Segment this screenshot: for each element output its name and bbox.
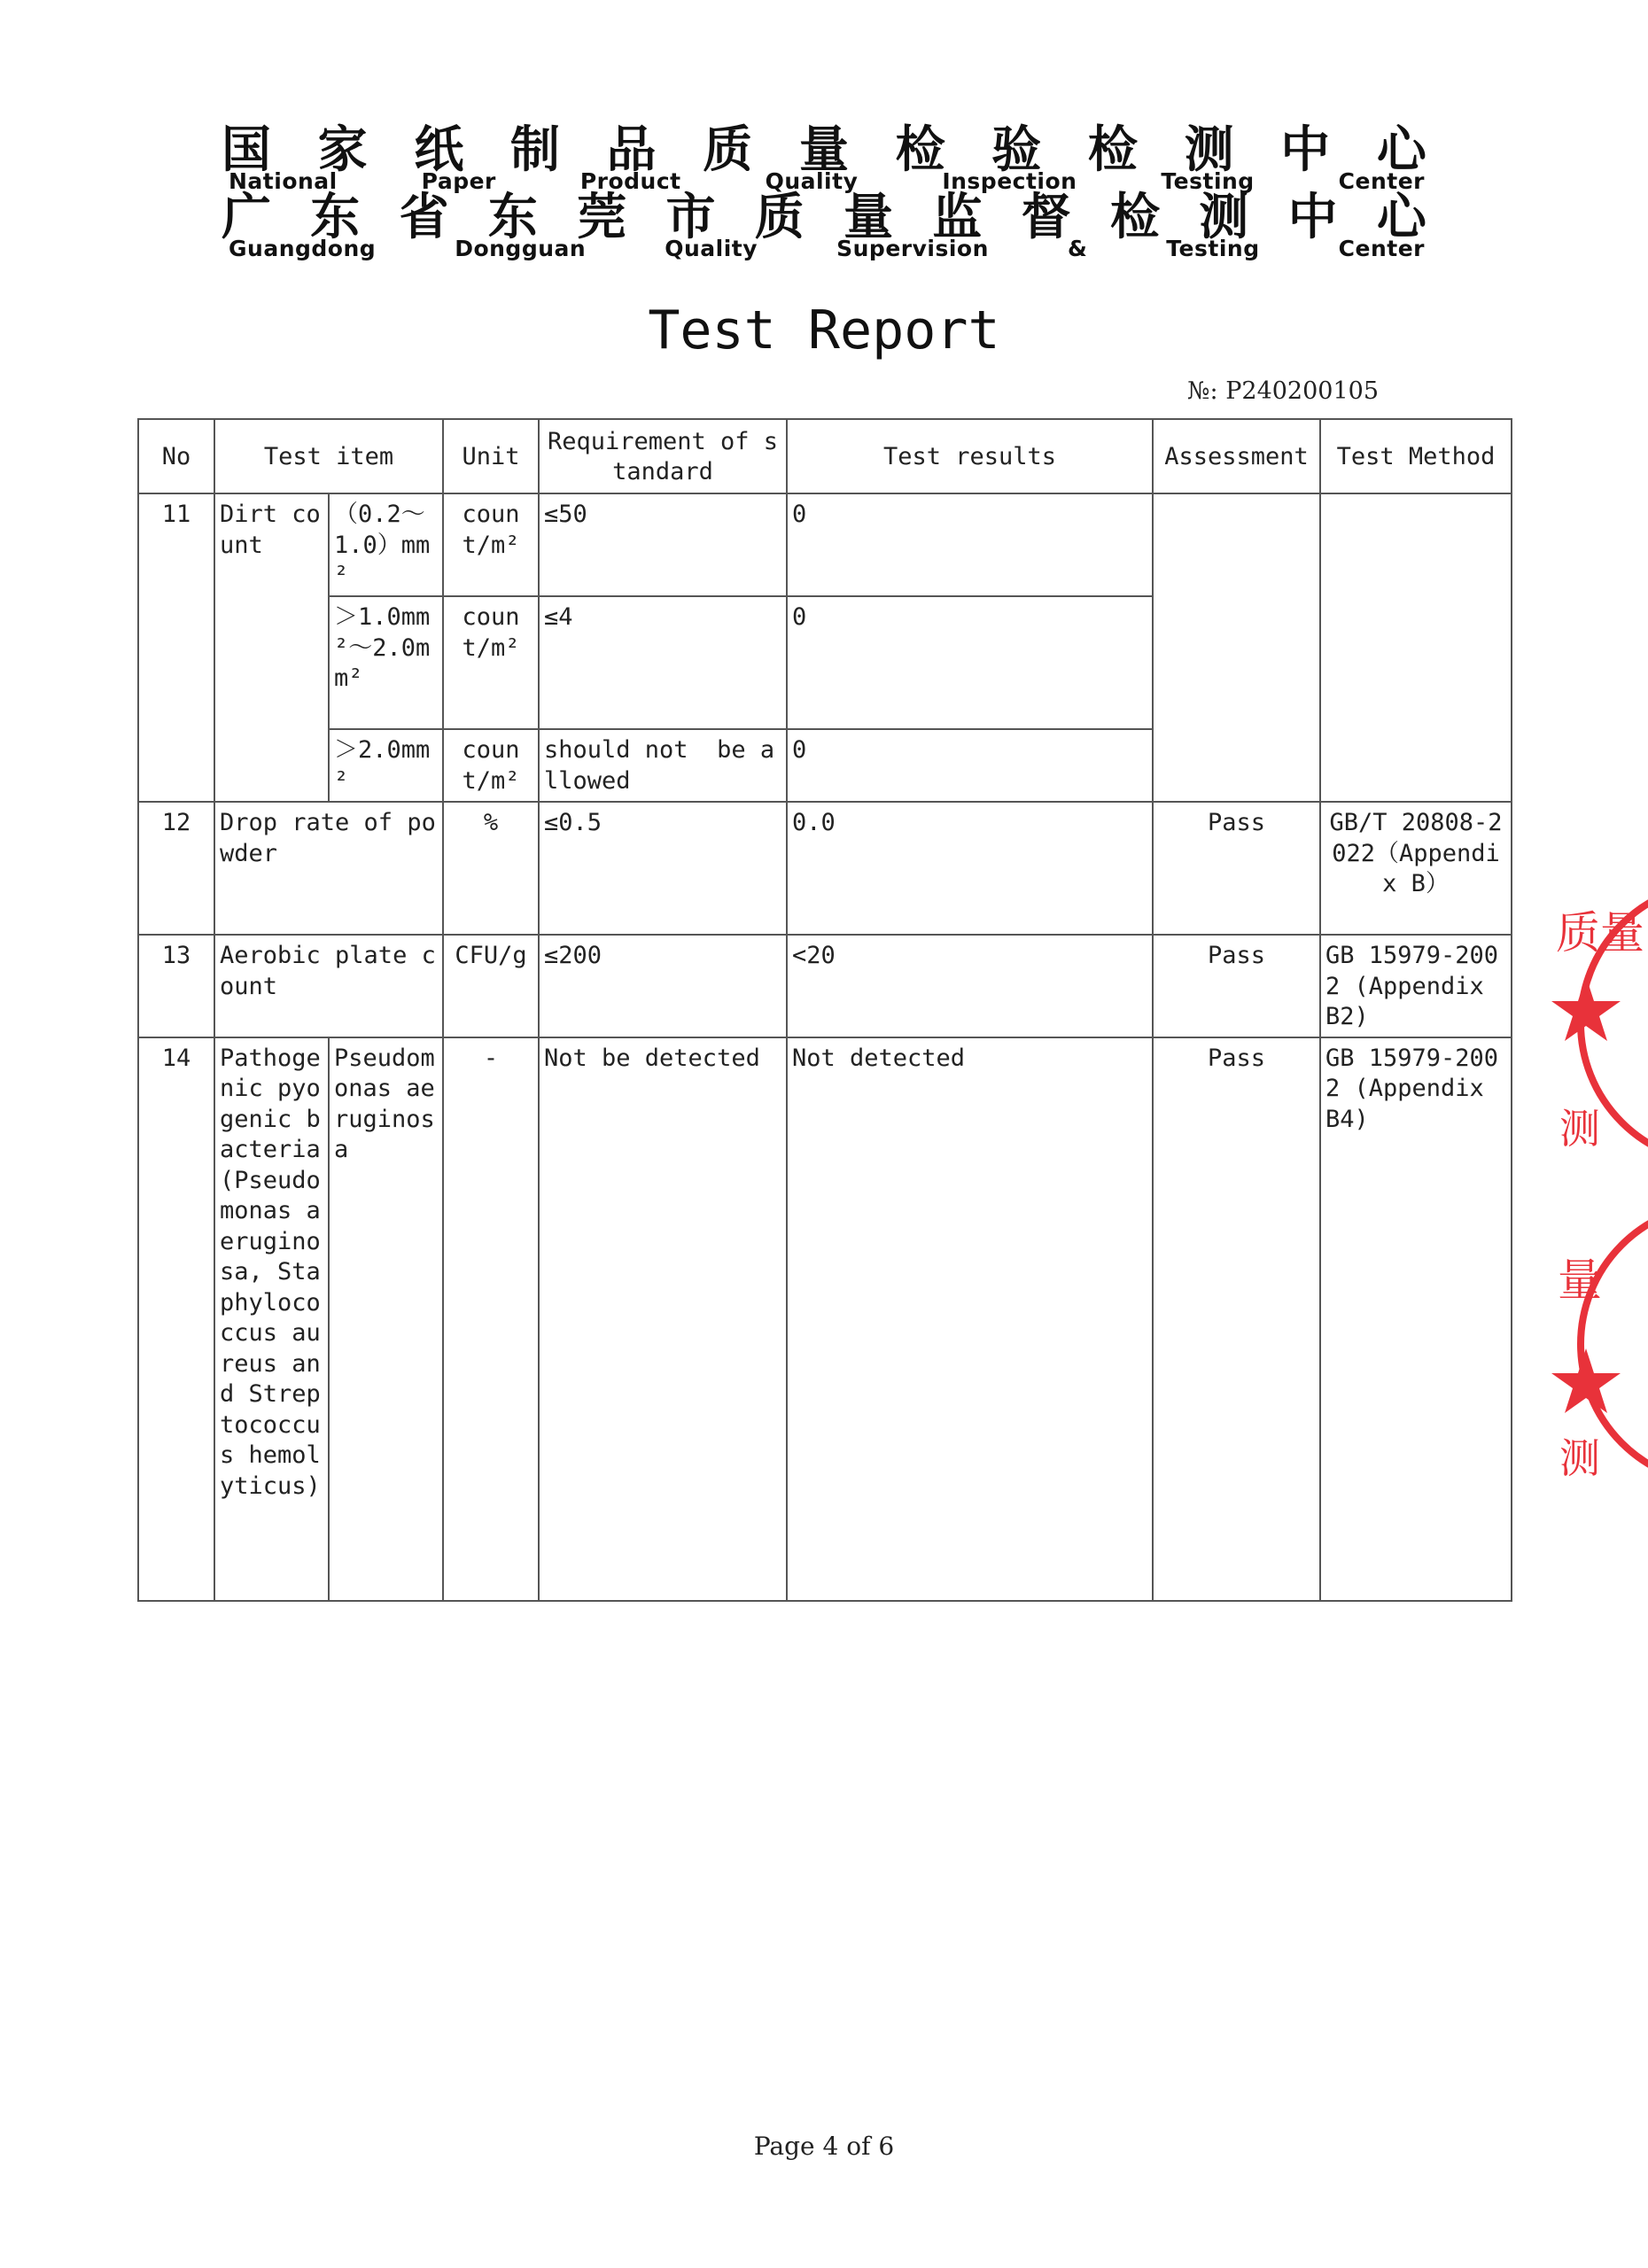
row11-sub3-result: 0 (787, 729, 1153, 802)
header-test-method: Test Method (1320, 419, 1512, 493)
row11-sub1-result: 0 (787, 493, 1153, 596)
org2-cn-char: 监 (932, 189, 983, 246)
row11-assessment (1153, 493, 1320, 802)
org2-cn-char: 省 (399, 189, 449, 246)
table-header-row (138, 419, 1512, 493)
row13-req: ≤200 (539, 935, 787, 1037)
org1-cn-char: 家 (317, 121, 368, 179)
org1-cn-char: 检 (1087, 121, 1138, 179)
org1-cn-char: 品 (606, 121, 657, 179)
row13-item: Aerobic plate count (214, 935, 443, 1037)
row14-result: Not detected (787, 1037, 1153, 1601)
row11-sub2-unit: count/m² (443, 596, 539, 729)
seal-upper-text-top: 质量 (1556, 907, 1644, 959)
org2-cn-char: 中 (1287, 189, 1338, 246)
row13-result: <20 (787, 935, 1153, 1037)
org2-cn-char: 检 (1109, 189, 1160, 246)
org1-cn-char: 测 (1184, 121, 1234, 179)
row14-assessment: Pass (1153, 1037, 1320, 1601)
row11-sub2-range: ＞1.0mm²～2.0mm² (329, 596, 443, 729)
report-number: №: P240200105 (1187, 377, 1379, 405)
row13-assessment: Pass (1153, 935, 1320, 1037)
org2-cn-char: 东 (310, 189, 361, 246)
row13-method: GB 15979-2002 (Appendix B2) (1320, 935, 1512, 1037)
org1-cn-char: 量 (798, 121, 849, 179)
row11-sub3-req: should not be allowed (539, 729, 787, 802)
official-seal-upper (1552, 877, 1644, 1169)
row12-result: 0.0 (787, 802, 1153, 935)
org2-cn-char: 莞 (577, 189, 627, 246)
row11-sub1-range: （0.2～1.0）mm² (329, 493, 443, 596)
org2-cn-char: 量 (843, 189, 894, 246)
row11-sub3-range: ＞2.0mm² (329, 729, 443, 802)
row14-method: GB 15979-2002 (Appendix B4) (1320, 1037, 1512, 1601)
test-results-table (137, 418, 1512, 1602)
table-row (138, 802, 1512, 935)
row11-sub1-req: ≤50 (539, 493, 787, 596)
row14-item: Pathogenic pyogenic bacteria (Pseudomonas aeruginosa, Staphylococcus aureus and Streptococcus hemolyticus) (214, 1037, 329, 1601)
row11-method (1320, 493, 1512, 802)
org1-cn-char: 纸 (414, 121, 464, 179)
org1-cn-char: 国 (222, 121, 271, 179)
row12-unit: % (443, 802, 539, 935)
org2-cn-char: 心 (1376, 189, 1426, 246)
org2-cn-char: 质 (754, 189, 805, 246)
org1-cn-char: 质 (703, 121, 753, 179)
seal-upper-graphic (1552, 877, 1644, 1169)
seal-upper-text-bottom: 测 (1559, 1105, 1600, 1153)
star-icon (1551, 1348, 1621, 1413)
header-no: No (138, 419, 214, 493)
row12-req: ≤0.5 (539, 802, 787, 935)
table-row (138, 493, 1512, 596)
page-footer: Page 4 of 6 (753, 2132, 895, 2161)
row14-req: Not be detected (539, 1037, 787, 1601)
org1-cn-char: 验 (991, 121, 1042, 179)
row12-method: GB/T 20808-2022（Appendix B） (1320, 802, 1512, 935)
org1-cn-char: 中 (1280, 121, 1331, 179)
row11-item: Dirt count (214, 493, 329, 802)
header-unit: Unit (443, 419, 539, 493)
org1-cn-char: 心 (1376, 121, 1426, 179)
official-seal-lower (1552, 1198, 1603, 1490)
seal-lower-text-top: 量 (1558, 1254, 1602, 1306)
org2-cn-char: 广 (222, 189, 271, 246)
row13-unit: CFU/g (443, 935, 539, 1037)
row14-unit: - (443, 1037, 539, 1601)
row14-no: 14 (138, 1037, 214, 1601)
header-test-results: Test results (787, 419, 1153, 493)
org2-cn-char: 测 (1199, 189, 1249, 246)
org1-cn-char: 制 (509, 121, 560, 179)
row11-no: 11 (138, 493, 214, 802)
header-requirement: Requirement of standard (539, 419, 787, 493)
table-row (138, 935, 1512, 1037)
row12-item: Drop rate of powder (214, 802, 443, 935)
org1-cn-char: 检 (895, 121, 945, 179)
row12-assessment: Pass (1153, 802, 1320, 935)
row13-no: 13 (138, 935, 214, 1037)
row11-sub1-unit: count/m² (443, 493, 539, 596)
row11-sub3-unit: count/m² (443, 729, 539, 802)
org2-cn-char: 东 (487, 189, 538, 246)
document-title: Test Report (648, 299, 1000, 361)
seal-lower-text-bottom: 测 (1559, 1434, 1600, 1482)
table-row (138, 1037, 1512, 1601)
header-assessment: Assessment (1153, 419, 1320, 493)
star-icon (1551, 976, 1621, 1041)
row12-no: 12 (138, 802, 214, 935)
org1-en-name: National Paper Product Quality Inspection Testing Center (229, 168, 1425, 194)
row14-sub-item: Pseudomonas aeruginosa (329, 1037, 443, 1601)
org2-cn-char: 市 (665, 189, 716, 246)
org2-en-name: Guangdong Dongguan Quality Supervision & Testing Center (229, 236, 1425, 261)
seal-lower-graphic (1552, 1198, 1603, 1490)
row11-sub2-result: 0 (787, 596, 1153, 729)
header-test-item: Test item (214, 419, 443, 493)
org2-cn-char: 督 (1021, 189, 1071, 246)
row11-sub2-req: ≤4 (539, 596, 787, 729)
